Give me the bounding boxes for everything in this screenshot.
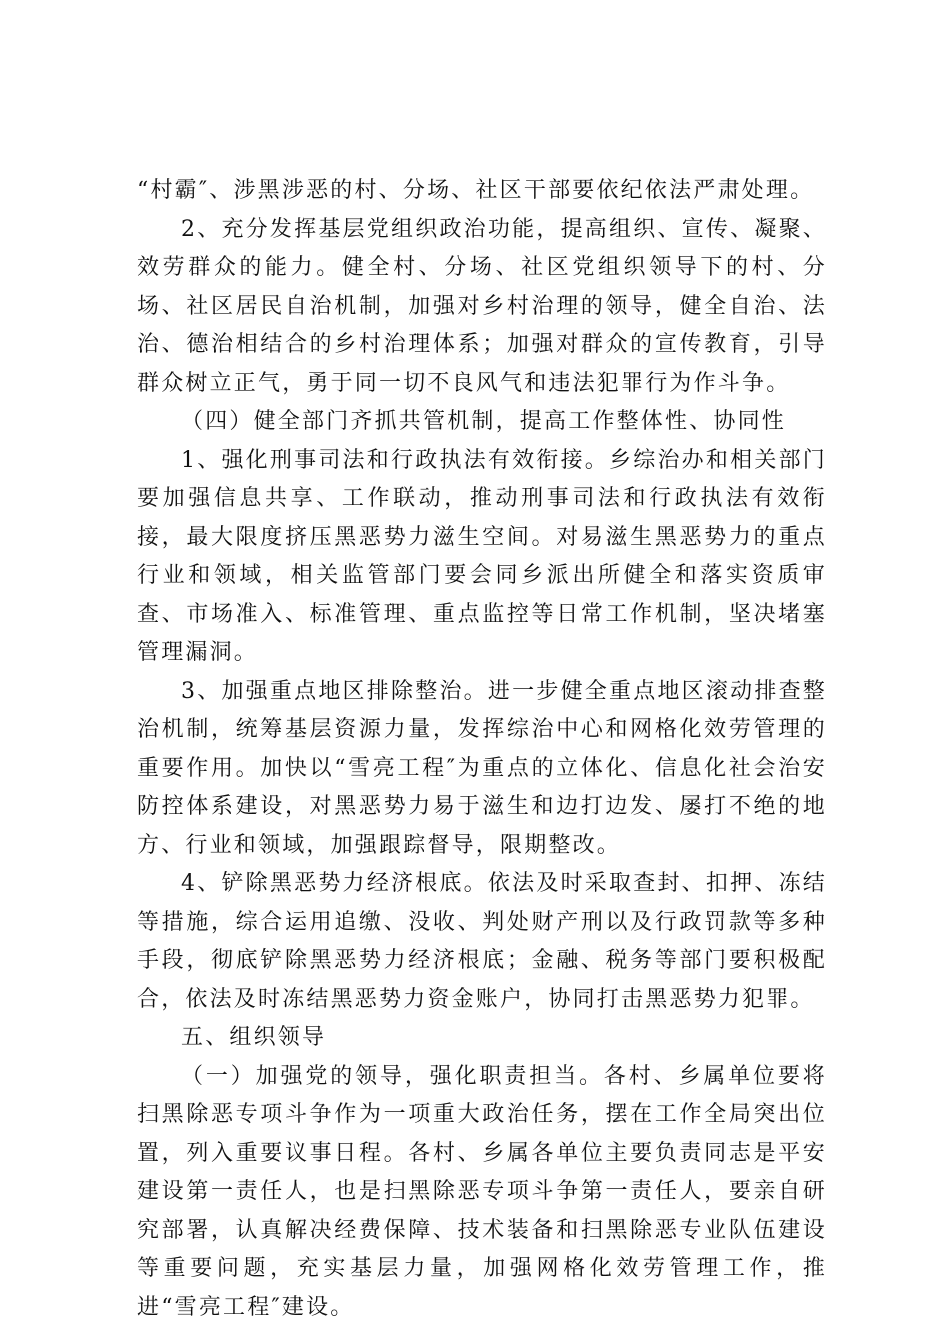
paragraph-subsection-1: （一）加强党的领导，强化职责担当。各村、乡属单位要将扫黑除恶专项斗争作为一项重大政治任务，摆在工作全局突出位置，列入重要议事日程。各村、乡属各单位主要负责同志是平安建设第一责任人，也是扫黑除恶专项斗争第一责任人，要亲自研究部署，认真解决经费保障、技术装备和扫黑除恶专业队伍建设等重要问题，充实基层力量，加强网格化效劳管理工作，推进“雪亮工程″建设。 <box>137 1063 827 1320</box>
document-body <box>137 172 827 1327</box>
section-heading-5: 五、组织领导 <box>181 1025 327 1050</box>
paragraph-item-3: 3、加强重点地区排除整治。进一步健全重点地区滚动排查整治机制，统筹基层资源力量，发挥综治中心和网格化效劳管理的重要作用。加快以“雪亮工程″为重点的立体化、信息化社会治安防控体系建设，对黑恶势力易于滋生和边打边发、屡打不绝的地方、行业和领域，加强跟踪督导，限期整改。 <box>137 678 827 858</box>
paragraph-item-1: 1、强化刑事司法和行政执法有效衔接。乡综治办和相关部门要加强信息共享、工作联动，推动刑事司法和行政执法有效衔接，最大限度挤压黑恶势力滋生空间。对易滋生黑恶势力的重点行业和领域，相关监管部门要会同乡派出所健全和落实资质审查、市场准入、标准管理、重点监控等日常工作机制，坚决堵塞管理漏洞。 <box>137 447 827 665</box>
paragraph-item-2: 2、充分发挥基层党组织政治功能，提高组织、宣传、凝聚、效劳群众的能力。健全村、分场、社区党组织领导下的村、分场、社区居民自治机制，加强对乡村治理的领导，健全自治、法治、德治相结合的乡村治理体系；加强对群众的宣传教育，引导群众树立正气，勇于同一切不良风气和违法犯罪行为作斗争。 <box>137 216 827 396</box>
section-heading-4: （四）健全部门齐抓共管机制，提高工作整体性、协同性 <box>181 409 787 434</box>
paragraph-item-4: 4、铲除黑恶势力经济根底。依法及时采取查封、扣押、冻结等措施，综合运用追缴、没收、判处财产刑以及行政罚款等多种手段，彻底铲除黑恶势力经济根底；金融、税务等部门要积极配合，依法及时冻结黑恶势力资金账户，协同打击黑恶势力犯罪。 <box>137 871 827 1012</box>
paragraph-continuation: “村霸″、涉黑涉恶的村、分场、社区干部要依纪依法严肃处理。 <box>137 178 815 203</box>
